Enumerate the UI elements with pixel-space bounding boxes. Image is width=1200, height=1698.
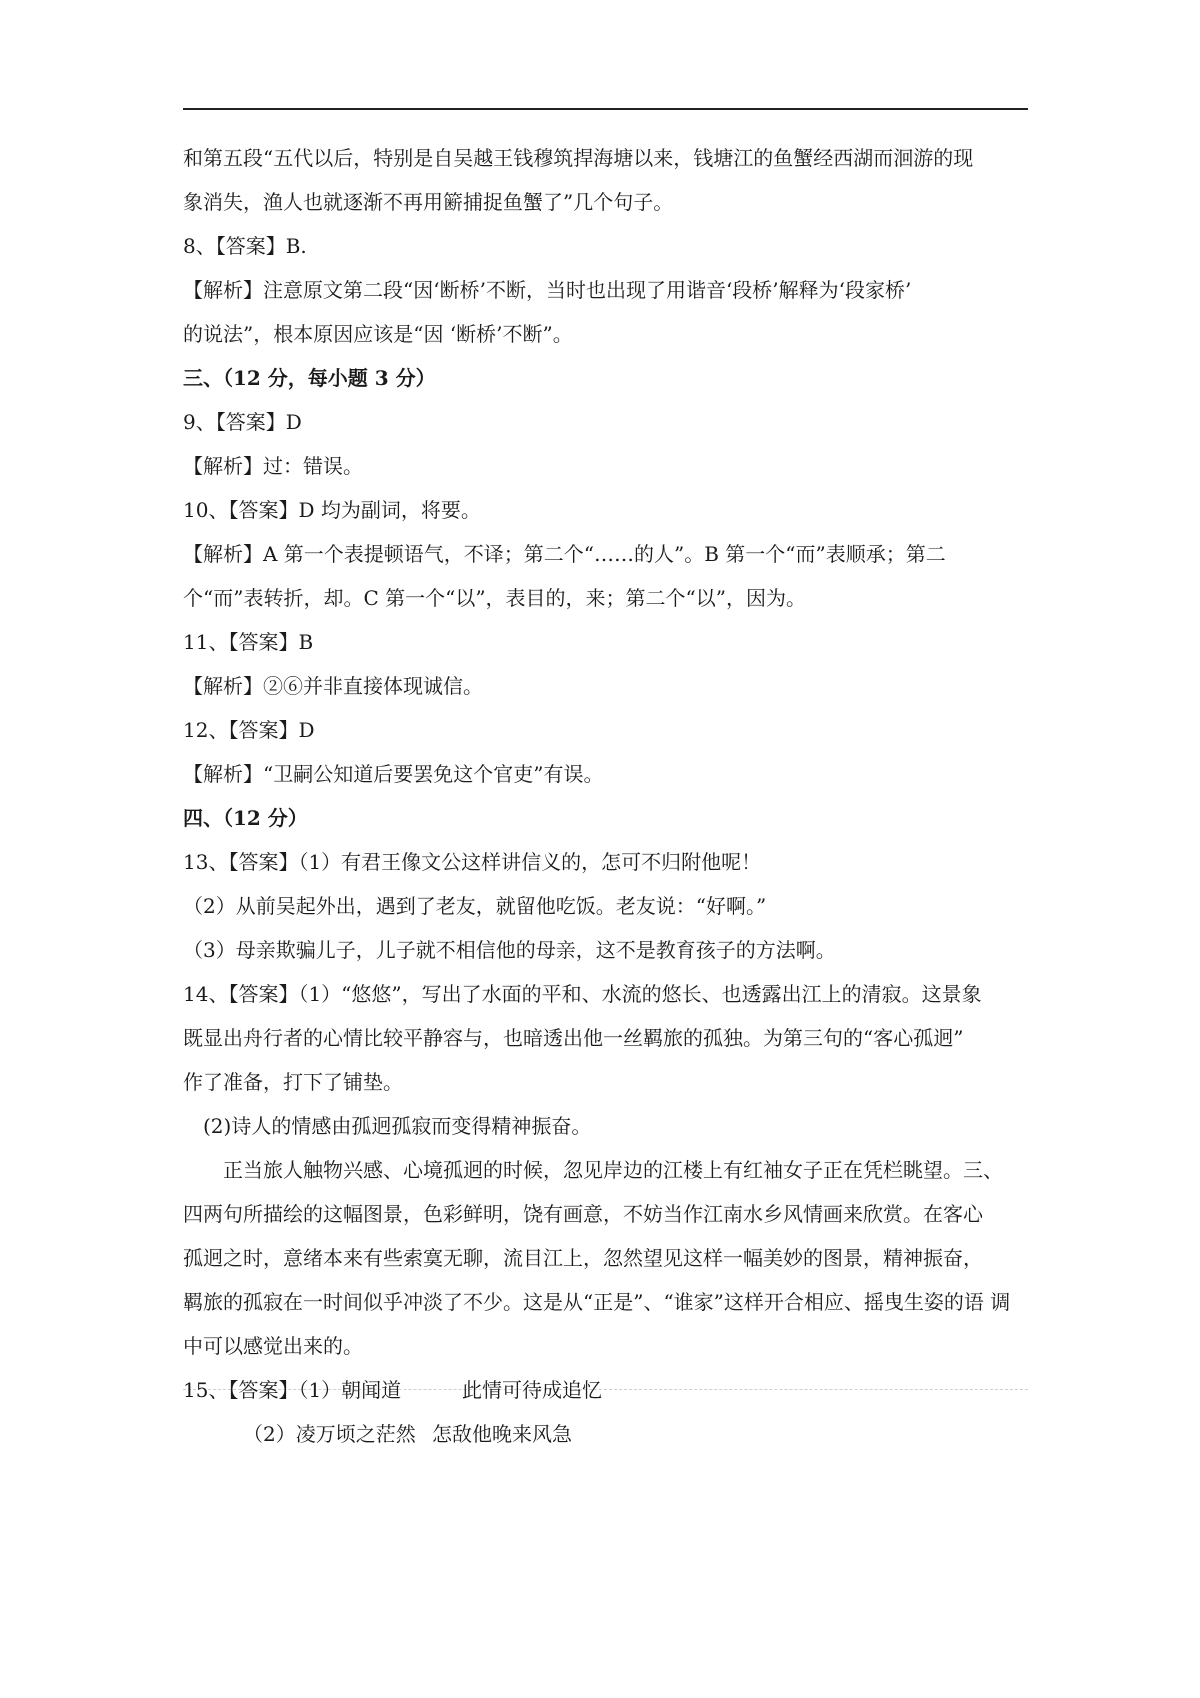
header-rule: [183, 108, 1028, 110]
answer-10: 10、【答案】D 均为副词，将要。: [183, 498, 481, 522]
answer-15-part-2: （2）凌万顷之茫然: [243, 1422, 416, 1446]
answer-14-line-2: 既显出舟行者的心情比较平静容与，也暗透出他一丝羁旅的孤独。为第三句的“客心孤迥”: [183, 1026, 964, 1050]
analysis-10-line-1: 【解析】A 第一个表提顿语气，不译；第二个“……的人”。B 第一个“而”表顺承；第二: [183, 542, 946, 566]
answer-12: 12、【答案】D: [183, 718, 315, 742]
section-four-heading: 四、（12 分）: [183, 806, 308, 830]
paragraph-line-5: 中可以感觉出来的。: [183, 1334, 363, 1358]
answer-14-part-2: (2)诗人的情感由孤迥孤寂而变得精神振奋。: [203, 1114, 592, 1138]
answer-13-part-1: 13、【答案】（1）有君王像文公这样讲信义的，怎可不归附他呢！: [183, 850, 762, 874]
analysis-8-line-1: 【解析】注意原文第二段“因‘断桥’不断，当时也出现了用谐音‘段桥’解释为‘段家桥’: [183, 278, 912, 302]
answer-14-line-3: 作了准备，打下了铺垫。: [183, 1070, 403, 1094]
answer-8: 8、【答案】B.: [183, 234, 307, 258]
answer-11: 11、【答案】B: [183, 630, 314, 654]
paragraph-line-4: 羁旅的孤寂在一时间似乎冲淡了不少。这是从“正是”、“谁家”这样开合相应、摇曳生姿的语 调: [183, 1290, 1011, 1314]
paragraph-line-1: 正当旅人触物兴感、心境孤迥的时候，忽见岸边的江楼上有红袖女子正在凭栏眺望。三、: [223, 1158, 1003, 1182]
answer-15-part-2-second: 怎敌他晚来风急: [432, 1422, 572, 1446]
paragraph-line-3: 孤迥之时，意绪本来有些索寞无聊，流目江上，忽然望见这样一幅美妙的图景，精神振奋，: [183, 1246, 983, 1270]
answer-14-line-1: 14、【答案】（1）“悠悠”，写出了水面的平和、水流的悠长、也透露出江上的清寂。这景象: [183, 982, 982, 1006]
text-line-2: 象消失，渔人也就逐渐不再用簖捕捉鱼蟹了”几个句子。: [183, 190, 674, 214]
analysis-11: 【解析】②⑥并非直接体现诚信。: [183, 674, 483, 698]
analysis-9: 【解析】过：错误。: [183, 454, 363, 478]
answer-13-part-3: （3）母亲欺骗儿子，儿子就不相信他的母亲，这不是教育孩子的方法啊。: [183, 938, 836, 962]
answer-9: 9、【答案】D: [183, 410, 302, 434]
analysis-8-line-2: 的说法”，根本原因应该是“因 ‘断桥’不断”。: [183, 322, 573, 346]
answer-15-part-1: 15、【答案】（1）朝闻道: [183, 1378, 402, 1402]
analysis-10-line-2: 个“而”表转折，却。C 第一个“以”，表目的，来；第二个“以”，因为。: [183, 586, 807, 610]
answer-15-part-1-second: 此情可待成追忆: [462, 1378, 602, 1402]
text-line-1: 和第五段“五代以后，特别是自吴越王钱穆筑捍海塘以来，钱塘江的鱼蟹经西湖而洄游的现: [183, 146, 974, 170]
paragraph-line-2: 四两句所描绘的这幅图景，色彩鲜明，饶有画意，不妨当作江南水乡风情画来欣赏。在客心: [183, 1202, 983, 1226]
section-three-heading: 三、（12 分，每小题 3 分）: [183, 366, 436, 390]
analysis-12: 【解析】“卫嗣公知道后要罢免这个官吏”有误。: [183, 762, 604, 786]
answer-13-part-2: （2）从前吴起外出，遇到了老友，就留他吃饭。老友说：“好啊。”: [183, 894, 767, 918]
